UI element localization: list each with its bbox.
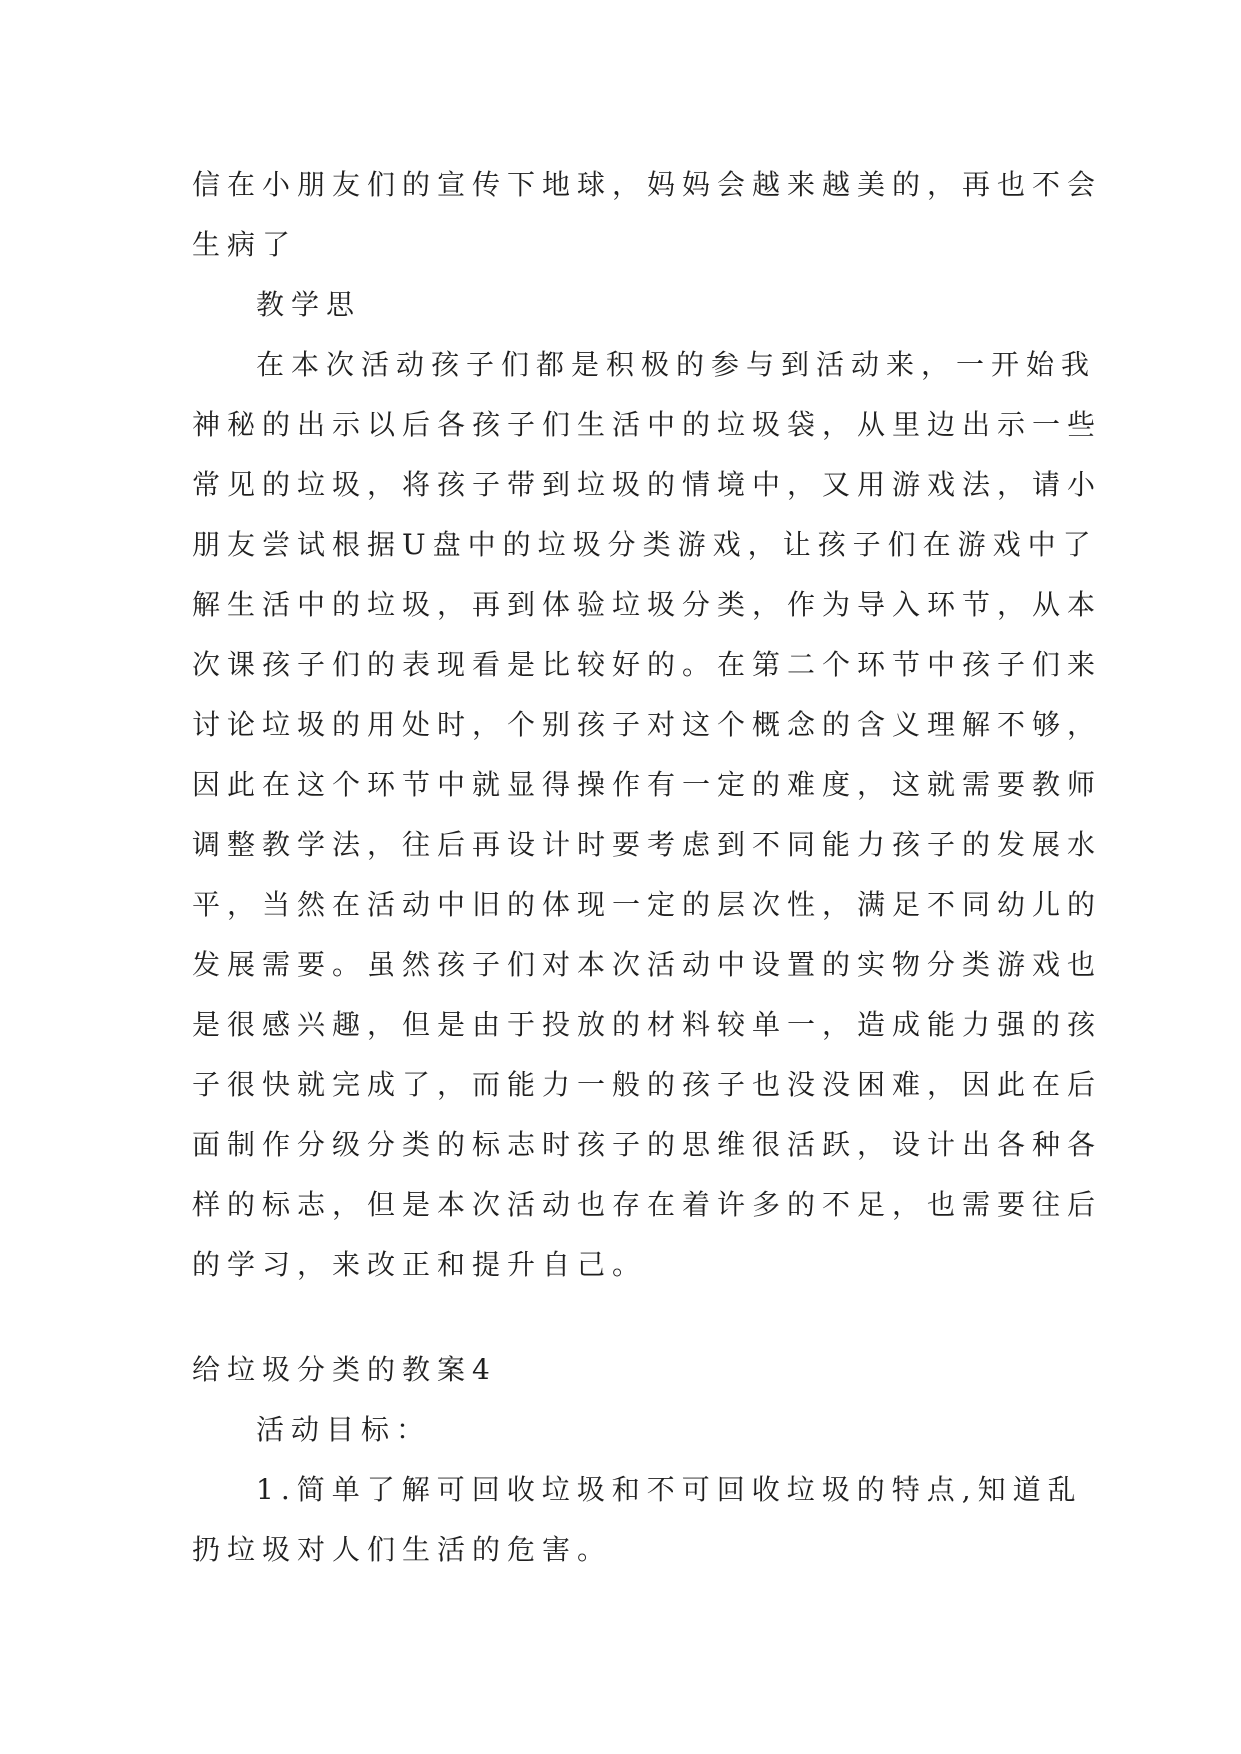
paragraph-line: 子很快就完成了，而能力一般的孩子也没没困难，因此在后 xyxy=(192,1068,1103,1101)
text-line: 生病了 xyxy=(192,228,298,261)
paragraph-line: 常见的垃圾，将孩子带到垃圾的情境中，又用游戏法，请小 xyxy=(192,468,1103,501)
paragraph-line: 朋友尝试根据U盘中的垃圾分类游戏，让孩子们在游戏中了 xyxy=(192,528,1098,561)
text-line: 信在小朋友们的宣传下地球，妈妈会越来越美的，再也不会 xyxy=(192,168,1103,201)
paragraph-line: 因此在这个环节中就显得操作有一定的难度，这就需要教师 xyxy=(192,768,1103,801)
objective-line: 1.简单了解可回收垃圾和不可回收垃圾的特点,知道乱 xyxy=(256,1473,1083,1506)
paragraph-line: 面制作分级分类的标志时孩子的思维很活跃，设计出各种各 xyxy=(192,1128,1103,1161)
document-body xyxy=(192,155,1103,1580)
reflection-heading: 教学思 xyxy=(256,288,362,321)
paragraph-line: 平，当然在活动中旧的体现一定的层次性，满足不同幼儿的 xyxy=(192,888,1103,921)
paragraph-line: 调整教学法，往后再设计时要考虑到不同能力孩子的发展水 xyxy=(192,828,1103,861)
paragraph-line: 解生活中的垃圾，再到体验垃圾分类，作为导入环节，从本 xyxy=(192,588,1103,621)
objectives-heading: 活动目标： xyxy=(256,1413,432,1446)
section-title: 给垃圾分类的教案4 xyxy=(192,1353,497,1386)
objective-line: 扔垃圾对人们生活的危害。 xyxy=(192,1533,613,1566)
paragraph-line: 次课孩子们的表现看是比较好的。在第二个环节中孩子们来 xyxy=(192,648,1103,681)
paragraph-line: 在本次活动孩子们都是积极的参与到活动来，一开始我 xyxy=(256,348,1097,381)
paragraph-line: 发展需要。虽然孩子们对本次活动中设置的实物分类游戏也 xyxy=(192,948,1103,981)
paragraph-line: 的学习，来改正和提升自己。 xyxy=(192,1248,648,1281)
paragraph-line: 讨论垃圾的用处时，个别孩子对这个概念的含义理解不够， xyxy=(192,708,1103,741)
paragraph-line: 样的标志，但是本次活动也存在着许多的不足，也需要往后 xyxy=(192,1188,1103,1221)
paragraph-line: 神秘的出示以后各孩子们生活中的垃圾袋，从里边出示一些 xyxy=(192,408,1103,441)
paragraph-line: 是很感兴趣，但是由于投放的材料较单一，造成能力强的孩 xyxy=(192,1008,1103,1041)
